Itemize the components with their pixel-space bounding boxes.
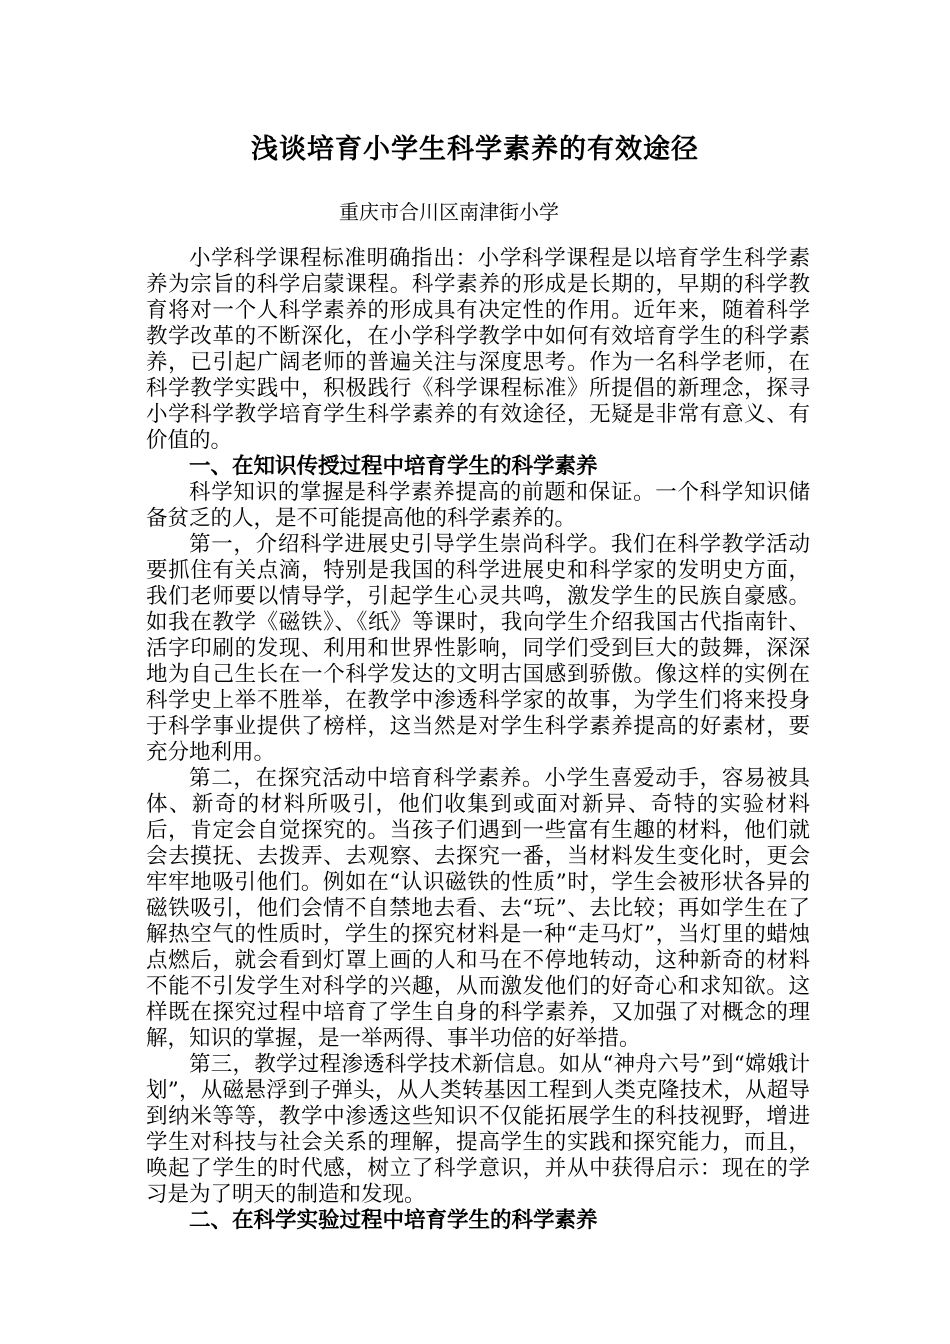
paragraph-2: 第一，介绍科学进展史引导学生崇尚科学。我们在科学教学活动要抓住有关点滴，特别是我国的科学进展史和科学家的发明史方面，我们老师要以情导学，引起学生心灵共鸣，激发学生的民族自豪感。如我在教学《磁铁》、《纸》等课时，我向学生介绍我国古代指南针、活字印刷的发现、利用和世界性影响，同学们受到巨大的鼓舞，深深地为自己生长在一个科学发达的文明古国感到骄傲。像这样的实例在科学史上举不胜举，在教学中渗透科学家的故事，为学生们将来投身于科学事业提供了榜样，这当然是对学生科学素养提高的好素材，要充分地利用。: [146, 532, 810, 765]
author-affiliation: 重庆市合川区南津街小学: [339, 200, 559, 224]
paragraph-1: 科学知识的掌握是科学素养提高的前题和保证。一个科学知识储备贫乏的人，是不可能提高他的科学素养的。: [146, 480, 810, 531]
section-heading-2: 二、在科学实验过程中培育学生的科学素养: [189, 1208, 598, 1233]
document-body: [146, 246, 810, 1234]
page-title: 浅谈培育小学生科学素养的有效途径: [251, 134, 699, 165]
paragraph-intro: 小学科学课程标准明确指出：小学科学课程是以培育学生科学素养为宗旨的科学启蒙课程。科学素养的形成是长期的，早期的科学教育将对一个人科学素养的形成具有决定性的作用。近年来，随着科学教学改革的不断深化，在小学科学教学中如何有效培育学生的科学素养，已引起广阔老师的普遍关注与深度思考。作为一名科学老师，在科学教学实践中，积极践行《科学课程标准》所提倡的新理念，探寻小学科学教学培育学生科学素养的有效途径，无疑是非常有意义、有价值的。: [146, 246, 810, 453]
paragraph-3: 第二，在探究活动中培育科学素养。小学生喜爱动手，容易被具体、新奇的材料所吸引，他们收集到或面对新异、奇特的实验材料后，肯定会自觉探究的。当孩子们遇到一些富有生趣的材料，他们就会去摸抚、去拨弄、去观察、去探究一番，当材料发生变化时，更会牢牢地吸引他们。例如在“认识磁铁的性质”时，学生会被形状各异的磁铁吸引，他们会情不自禁地去看、去“玩”、去比较；再如学生在了解热空气的性质时，学生的探究材料是一种“走马灯”，当灯里的蜡烛点燃后，就会看到灯罩上画的人和马在不停地转动，这种新奇的材料不能不引发学生对科学的兴趣，从而激发他们的好奇心和求知欲。这样既在探究过程中培育了学生自身的科学素养，又加强了对概念的理解，知识的掌握，是一举两得、事半功倍的好举措。: [146, 766, 810, 1051]
section-heading-1: 一、在知识传授过程中培育学生的科学素养: [189, 454, 598, 479]
paragraph-4: 第三，教学过程渗透科学技术新信息。如从“神舟六号”到“嫦娥计划”，从磁悬浮到子弹头，从人类转基因工程到人类克隆技术，从超导到纳米等等，教学中渗透这些知识不仅能拓展学生的科技视野，增进学生对科技与社会关系的理解，提高学生的实践和探究能力，而且，唤起了学生的时代感，树立了科学意识，并从中获得启示：现在的学习是为了明天的制造和发现。: [146, 1052, 810, 1207]
